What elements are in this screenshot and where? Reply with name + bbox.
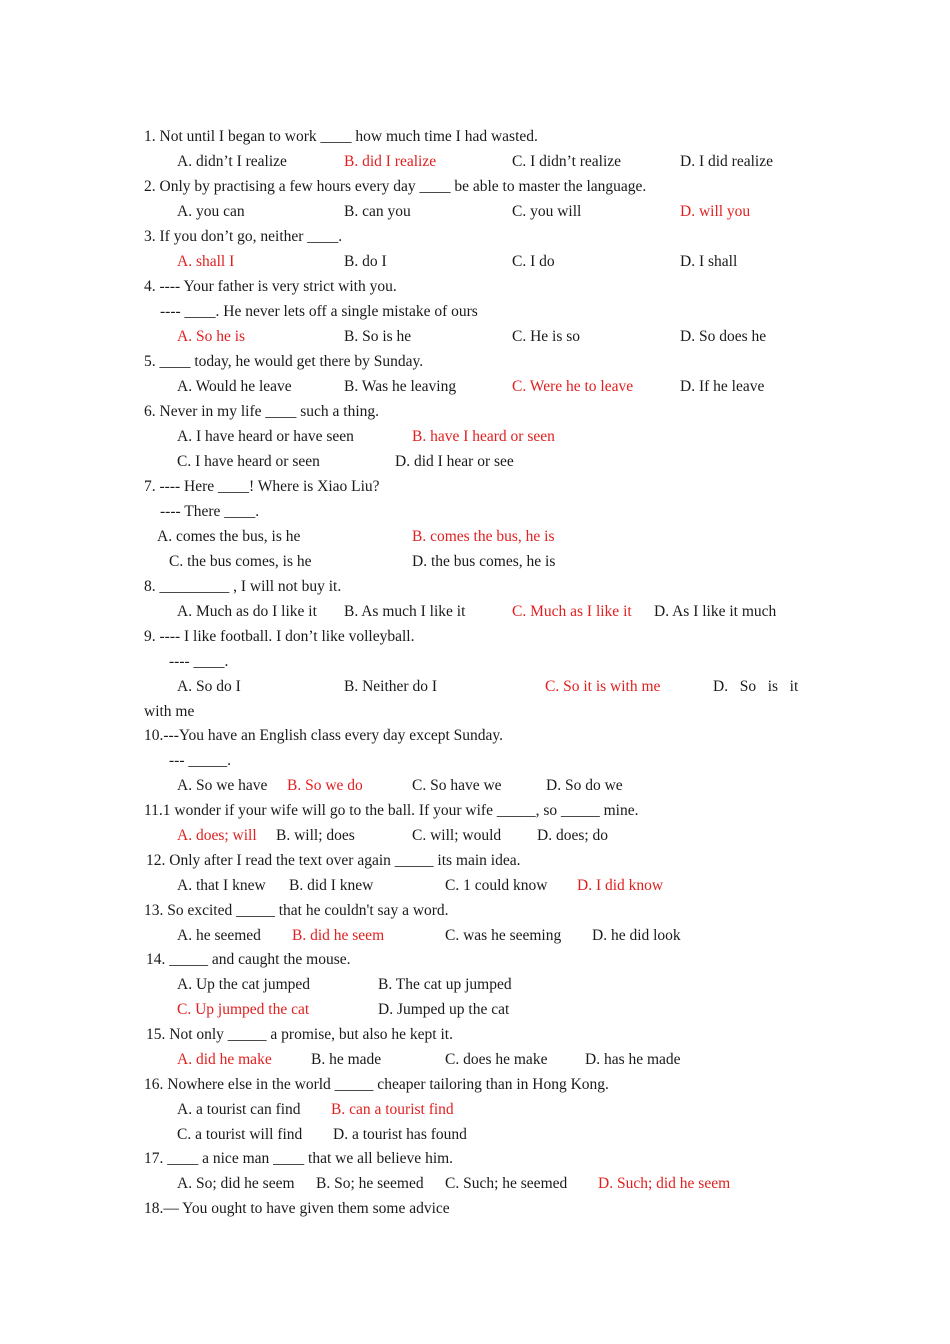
- option-b[interactable]: B. So; he seemed: [316, 1175, 424, 1192]
- question-13: [0, 898, 950, 923]
- option-a[interactable]: A. comes the bus, is he: [157, 528, 301, 545]
- option-c[interactable]: C. will; would: [412, 827, 502, 844]
- question-11: [0, 798, 950, 823]
- question-6-options-row1: [0, 424, 950, 449]
- question-9-options: [0, 674, 950, 699]
- question-5: [0, 349, 950, 374]
- option-c-answer[interactable]: C. Much as I like it: [512, 603, 632, 620]
- question-2-options: [0, 199, 950, 224]
- option-d[interactable]: D. So do we: [546, 777, 623, 794]
- question-2: [0, 174, 950, 199]
- option-b-answer[interactable]: B. did he seem: [292, 927, 385, 944]
- question-stem: 9. ---- I like football. I don’t like volleyball.: [144, 628, 415, 645]
- option-b[interactable]: B. As much I like it: [344, 603, 466, 620]
- option-d[interactable]: D. a tourist has found: [333, 1126, 467, 1143]
- question-14: [0, 947, 950, 972]
- question-9-reply: [0, 649, 950, 674]
- option-d[interactable]: D. So is it: [713, 678, 799, 695]
- option-c-answer[interactable]: C. Were he to leave: [512, 378, 634, 395]
- option-c[interactable]: C. 1 could know: [445, 877, 548, 894]
- question-9-option-d-wrap: [0, 699, 950, 724]
- question-17-options: [0, 1171, 950, 1196]
- option-b-answer[interactable]: B. comes the bus, he is: [412, 528, 555, 545]
- option-d[interactable]: D. Jumped up the cat: [378, 1001, 510, 1018]
- question-12-options: [0, 873, 950, 898]
- question-8-options: [0, 599, 950, 624]
- question-1-options: [0, 149, 950, 174]
- question-18: [0, 1196, 950, 1221]
- question-16: [0, 1072, 950, 1097]
- option-a[interactable]: A. Much as do I like it: [177, 603, 317, 620]
- option-c-answer[interactable]: C. So it is with me: [545, 678, 661, 695]
- option-b-answer[interactable]: B. did I realize: [344, 153, 437, 170]
- question-stem: 8. _________ , I will not buy it.: [144, 578, 342, 595]
- question-5-options: [0, 374, 950, 399]
- option-a[interactable]: A. Would he leave: [177, 378, 292, 395]
- question-stem: 10.---You have an English class every day except Sunday.: [144, 727, 503, 744]
- option-d[interactable]: D. does; do: [537, 827, 609, 844]
- question-3-options: [0, 249, 950, 274]
- option-d[interactable]: D. has he made: [585, 1051, 681, 1068]
- question-15-options: [0, 1047, 950, 1072]
- question-stem: 17. ____ a nice man ____ that we all believe him.: [144, 1150, 454, 1167]
- question-16-options-row2: [0, 1122, 950, 1147]
- option-b-answer[interactable]: B. can a tourist find: [331, 1101, 454, 1118]
- question-10-options: [0, 773, 950, 798]
- question-10: [0, 723, 950, 748]
- option-a[interactable]: A. I have heard or have seen: [177, 428, 354, 445]
- option-d[interactable]: D. As I like it much: [654, 603, 777, 620]
- question-4-reply: [0, 299, 950, 324]
- question-4: [0, 274, 950, 299]
- option-a-answer[interactable]: A. did he make: [177, 1051, 272, 1068]
- question-stem-reply: --- _____.: [169, 752, 231, 769]
- option-b[interactable]: B. will; does: [276, 827, 355, 844]
- option-d[interactable]: D. So does he: [680, 328, 767, 345]
- option-d-continued: with me: [144, 703, 195, 720]
- question-stem: 14. _____ and caught the mouse.: [146, 951, 351, 968]
- question-1: [0, 124, 950, 149]
- question-7-reply: [0, 499, 950, 524]
- option-c[interactable]: C. does he make: [445, 1051, 548, 1068]
- question-16-options-row1: [0, 1097, 950, 1122]
- question-13-options: [0, 923, 950, 948]
- question-stem: 15. Not only _____ a promise, but also he kept it.: [146, 1026, 453, 1043]
- question-stem: 18.— You ought to have given them some advice: [144, 1200, 450, 1217]
- option-c[interactable]: C. Such; he seemed: [445, 1175, 568, 1192]
- question-stem: 6. Never in my life ____ such a thing.: [144, 403, 380, 420]
- question-6-options-row2: [0, 449, 950, 474]
- question-14-options-row1: [0, 972, 950, 997]
- option-a-answer[interactable]: A. So he is: [177, 328, 246, 345]
- option-a-answer[interactable]: A. does; will: [177, 827, 257, 844]
- option-b[interactable]: B. do I: [344, 253, 387, 270]
- option-c[interactable]: C. He is so: [512, 328, 581, 345]
- question-stem: 11.1 wonder if your wife will go to the ball. If your wife _____, so _____ mine.: [144, 802, 639, 819]
- question-stem: 3. If you don’t go, neither ____.: [144, 228, 343, 245]
- question-7: [0, 474, 950, 499]
- option-b[interactable]: B. he made: [311, 1051, 382, 1068]
- option-b[interactable]: B. can you: [344, 203, 411, 220]
- option-a[interactable]: A. So do I: [177, 678, 241, 695]
- question-6: [0, 399, 950, 424]
- option-d-answer[interactable]: D. will you: [680, 203, 751, 220]
- option-c[interactable]: C. a tourist will find: [177, 1126, 303, 1143]
- option-c[interactable]: C. I do: [512, 253, 555, 270]
- option-d[interactable]: D. I did realize: [680, 153, 773, 170]
- option-c[interactable]: C. you will: [512, 203, 582, 220]
- question-stem: 1. Not until I began to work ____ how much time I had wasted.: [144, 128, 538, 145]
- question-stem: 2. Only by practising a few hours every day ____ be able to master the language.: [144, 178, 647, 195]
- question-4-options: [0, 324, 950, 349]
- option-a[interactable]: A. So; did he seem: [177, 1175, 295, 1192]
- question-stem-reply: ---- ____.: [169, 653, 229, 670]
- question-stem: 4. ---- Your father is very strict with you.: [144, 278, 397, 295]
- question-3: [0, 224, 950, 249]
- option-c-answer[interactable]: C. Up jumped the cat: [177, 1001, 310, 1018]
- question-9: [0, 624, 950, 649]
- option-c[interactable]: C. the bus comes, is he: [169, 553, 312, 570]
- question-stem: 7. ---- Here ____! Where is Xiao Liu?: [144, 478, 380, 495]
- question-stem: 16. Nowhere else in the world _____ cheaper tailoring than in Hong Kong.: [144, 1076, 609, 1093]
- option-a[interactable]: A. So we have: [177, 777, 268, 794]
- option-a-answer[interactable]: A. shall I: [177, 253, 235, 270]
- option-a[interactable]: A. didn’t I realize: [177, 153, 287, 170]
- option-c[interactable]: C. was he seeming: [445, 927, 562, 944]
- question-11-options: [0, 823, 950, 848]
- option-d[interactable]: D. he did look: [592, 927, 681, 944]
- question-stem-reply: ---- ____. He never lets off a single mistake of ours: [160, 303, 478, 320]
- option-b[interactable]: B. Neither do I: [344, 678, 437, 695]
- option-b-answer[interactable]: B. have I heard or seen: [412, 428, 555, 445]
- option-b[interactable]: B. did I knew: [289, 877, 374, 894]
- option-c[interactable]: C. So have we: [412, 777, 502, 794]
- option-d[interactable]: D. did I hear or see: [395, 453, 514, 470]
- question-stem: 12. Only after I read the text over again _____ its main idea.: [146, 852, 521, 869]
- option-d-answer[interactable]: D. Such; did he seem: [598, 1175, 731, 1192]
- question-stem-reply: ---- There ____.: [160, 503, 260, 520]
- option-a[interactable]: A. a tourist can find: [177, 1101, 301, 1118]
- option-d[interactable]: D. the bus comes, he is: [412, 553, 556, 570]
- option-d-answer[interactable]: D. I did know: [577, 877, 664, 894]
- question-10-reply: [0, 748, 950, 773]
- option-b[interactable]: B. The cat up jumped: [378, 976, 512, 993]
- option-b-answer[interactable]: B. So we do: [287, 777, 363, 794]
- option-a[interactable]: A. Up the cat jumped: [177, 976, 311, 993]
- question-stem: 13. So excited _____ that he couldn't say a word.: [144, 902, 449, 919]
- question-7-options-row2: [0, 549, 950, 574]
- option-d[interactable]: D. If he leave: [680, 378, 765, 395]
- option-d[interactable]: D. I shall: [680, 253, 738, 270]
- question-7-options-row1: [0, 524, 950, 549]
- option-a[interactable]: A. that I knew: [177, 877, 266, 894]
- question-15: [0, 1022, 950, 1047]
- option-a[interactable]: A. he seemed: [177, 927, 261, 944]
- option-a[interactable]: A. you can: [177, 203, 245, 220]
- option-b[interactable]: B. So is he: [344, 328, 412, 345]
- question-17: [0, 1146, 950, 1171]
- question-14-options-row2: [0, 997, 950, 1022]
- question-8: [0, 574, 950, 599]
- option-b[interactable]: B. Was he leaving: [344, 378, 457, 395]
- question-stem: 5. ____ today, he would get there by Sunday.: [144, 353, 424, 370]
- option-c[interactable]: C. I have heard or seen: [177, 453, 320, 470]
- option-c[interactable]: C. I didn’t realize: [512, 153, 622, 170]
- question-12: [0, 848, 950, 873]
